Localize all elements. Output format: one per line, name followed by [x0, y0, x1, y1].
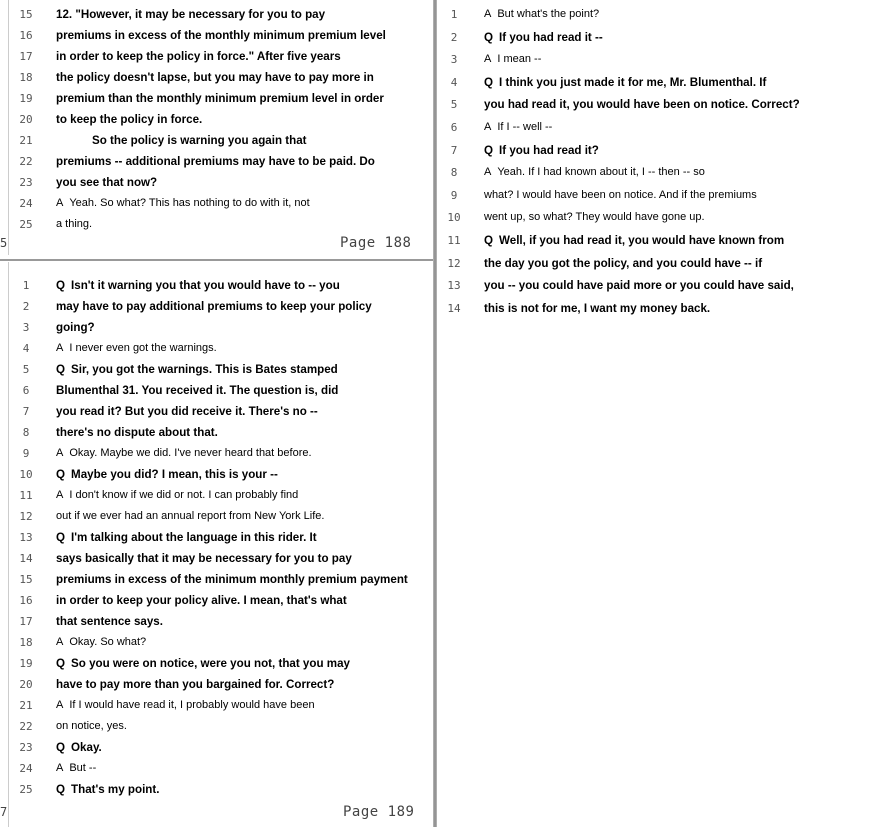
line-number: 23 — [19, 741, 33, 754]
transcript-line — [440, 230, 878, 251]
line-content: Yeah. If I had known about it, I -- then -- so — [497, 166, 705, 179]
transcript-line — [0, 4, 433, 25]
line-content: that sentence says. — [56, 615, 163, 628]
line-number: 22 — [19, 155, 33, 168]
line-number: 4 — [450, 75, 458, 89]
line-text — [56, 443, 312, 464]
transcript-line — [0, 653, 433, 674]
line-text — [56, 779, 159, 800]
line-number: 8 — [22, 426, 30, 439]
transcript-line — [0, 569, 433, 590]
transcript-line — [0, 716, 433, 737]
transcript-line — [0, 193, 433, 214]
line-content: says basically that it may be necessary for you to pay — [56, 552, 352, 565]
transcript-line — [440, 140, 878, 161]
speaker-label: Q — [56, 363, 66, 376]
line-number: 13 — [447, 279, 461, 293]
speaker-label: A — [56, 447, 64, 459]
transcript-line — [0, 172, 433, 193]
line-number: 3 — [22, 321, 30, 334]
transcript-line — [440, 162, 878, 183]
line-text — [484, 253, 762, 274]
line-number: 10 — [447, 211, 461, 225]
line-content: Maybe you did? I mean, this is your -- — [71, 468, 278, 481]
line-content: Okay. — [71, 741, 102, 754]
page-edge-mark: 5 — [0, 236, 8, 250]
speaker-label: Q — [484, 143, 494, 157]
page-divider — [0, 259, 433, 261]
line-number: 24 — [19, 762, 33, 775]
transcript-line — [0, 25, 433, 46]
transcript-line — [0, 737, 433, 758]
transcript-line — [0, 611, 433, 632]
transcript-line — [0, 422, 433, 443]
line-number: 15 — [19, 573, 33, 586]
line-number: 2 — [450, 30, 458, 44]
line-content: went up, so what? They would have gone up. — [484, 211, 705, 224]
line-text — [56, 548, 352, 569]
transcript-line — [440, 94, 878, 115]
transcript-line — [440, 207, 878, 228]
line-content: If you had read it? — [499, 143, 599, 157]
line-text — [56, 653, 350, 674]
transcript-line — [440, 185, 878, 206]
line-text — [484, 94, 800, 115]
line-content: the day you got the policy, and you could have -- if — [484, 256, 763, 270]
line-number: 12 — [19, 510, 33, 523]
line-text — [56, 422, 218, 443]
transcript-page-189 — [0, 275, 433, 800]
line-number: 18 — [19, 71, 33, 84]
speaker-label: Q — [56, 783, 66, 796]
line-text — [56, 485, 298, 506]
transcript-line — [0, 695, 433, 716]
line-text — [56, 46, 341, 67]
line-number: 13 — [19, 531, 33, 544]
line-number: 4 — [22, 342, 30, 355]
speaker-label: Q — [484, 234, 494, 247]
speaker-label: A — [56, 489, 64, 501]
line-text — [484, 117, 552, 138]
line-number: 21 — [19, 134, 33, 147]
line-text — [56, 464, 278, 485]
transcript-line — [0, 359, 433, 380]
transcript-line — [0, 464, 433, 485]
line-number: 9 — [450, 188, 458, 202]
transcript-line — [0, 527, 433, 548]
line-number: 5 — [450, 98, 458, 112]
line-text — [56, 758, 96, 779]
line-text — [56, 674, 334, 695]
line-number: 24 — [19, 197, 33, 210]
transcript-line — [0, 443, 433, 464]
line-content: out if we ever had an annual report from New York Life. — [56, 510, 325, 522]
line-number: 19 — [19, 92, 33, 105]
line-content: going? — [56, 321, 95, 334]
speaker-label: A — [484, 121, 492, 133]
line-number: 3 — [450, 53, 458, 67]
transcript-line — [0, 317, 433, 338]
transcript-line — [0, 67, 433, 88]
transcript-line — [0, 485, 433, 506]
speaker-label: A — [484, 8, 492, 20]
line-content: Well, if you had read it, you would have known from — [499, 234, 785, 247]
line-text — [56, 296, 372, 317]
line-content: have to pay more than you bargained for. Correct? — [56, 678, 335, 691]
line-content: a thing. — [56, 218, 93, 230]
line-text — [56, 151, 375, 172]
line-text — [56, 527, 317, 548]
transcript-line — [440, 72, 878, 93]
speaker-label: A — [56, 197, 64, 209]
line-number: 8 — [450, 166, 458, 180]
line-content: to keep the policy in force. — [56, 113, 203, 126]
line-text — [56, 67, 374, 88]
line-text — [56, 109, 202, 130]
transcript-line — [440, 4, 878, 25]
line-content: premiums -- additional premiums may have to be paid. Do — [56, 155, 375, 168]
line-text — [484, 49, 541, 70]
line-content: in order to keep the policy in force." After five years — [56, 50, 341, 63]
transcript-line — [0, 46, 433, 67]
line-content: I don't know if we did or not. I can probably find — [69, 489, 299, 501]
line-number: 11 — [447, 234, 461, 247]
column-divider — [433, 0, 437, 827]
line-number: 22 — [19, 720, 33, 733]
line-text — [484, 162, 705, 183]
transcript-page-190 — [440, 4, 878, 315]
transcript-line — [0, 590, 433, 611]
transcript-line — [0, 88, 433, 109]
line-content: there's no dispute about that. — [56, 426, 218, 439]
line-content: the policy doesn't lapse, but you may have to pay more in — [56, 71, 374, 84]
line-text — [56, 338, 217, 359]
line-number: 20 — [19, 678, 33, 691]
speaker-label: A — [56, 762, 64, 774]
transcript-line — [0, 275, 433, 296]
transcript-line — [0, 380, 433, 401]
line-text — [484, 298, 710, 319]
line-content: Blumenthal 31. You received it. The question is, did — [56, 384, 339, 397]
transcript-line — [0, 214, 433, 235]
line-content: on notice, yes. — [56, 720, 127, 732]
line-content: I'm talking about the language in this rider. It — [71, 531, 317, 544]
transcript-line — [0, 506, 433, 527]
line-text — [484, 4, 599, 25]
line-number: 7 — [450, 143, 458, 157]
line-content: If you had read it -- — [499, 30, 603, 44]
line-content: I never even got the warnings. — [69, 342, 217, 354]
speaker-label: Q — [56, 531, 66, 544]
speaker-label: Q — [484, 75, 494, 89]
line-text — [56, 569, 408, 590]
line-content: I think you just made it for me, Mr. Blumenthal. If — [499, 75, 767, 89]
line-number: 15 — [19, 8, 33, 21]
line-text — [56, 275, 340, 296]
transcript-line — [0, 401, 433, 422]
transcript-line — [440, 27, 878, 48]
line-content: you read it? But you did receive it. There's no -- — [56, 405, 318, 418]
line-number: 9 — [22, 447, 30, 460]
line-number: 14 — [19, 552, 33, 565]
line-text — [56, 695, 315, 716]
line-number: 7 — [22, 405, 30, 418]
line-number: 11 — [19, 489, 33, 502]
line-text — [56, 88, 384, 109]
speaker-label: A — [56, 342, 64, 354]
speaker-label: A — [484, 166, 492, 179]
line-content: If I -- well -- — [497, 121, 553, 133]
transcript-line — [440, 49, 878, 70]
line-text — [56, 359, 338, 380]
line-text — [92, 130, 307, 151]
transcript-line — [0, 338, 433, 359]
line-number: 14 — [447, 301, 461, 315]
line-text — [56, 632, 146, 653]
transcript-line — [0, 632, 433, 653]
line-number: 1 — [22, 279, 30, 292]
line-content: premiums in excess of the minimum monthly premium payment — [56, 573, 408, 586]
speaker-label: Q — [56, 279, 66, 292]
line-content: this is not for me, I want my money back. — [484, 301, 711, 315]
line-text — [484, 207, 705, 228]
line-text — [56, 4, 325, 25]
line-content: But -- — [69, 762, 97, 774]
line-content: Okay. Maybe we did. I've never heard that before. — [69, 447, 312, 459]
speaker-label: A — [56, 636, 64, 648]
line-text — [56, 214, 92, 235]
line-number: 2 — [22, 300, 30, 313]
speaker-label: A — [56, 699, 64, 711]
transcript-line — [0, 109, 433, 130]
line-text — [56, 380, 338, 401]
line-content: Isn't it warning you that you would have to -- you — [71, 279, 340, 292]
page-number-label: Page 188 — [340, 235, 412, 251]
line-number: 1 — [450, 8, 458, 21]
line-text — [484, 230, 784, 251]
line-content: Sir, you got the warnings. This is Bates stamped — [71, 363, 338, 376]
line-text — [484, 72, 766, 93]
speaker-label: A — [484, 53, 492, 66]
line-content: you -- you could have paid more or you could have said, — [484, 279, 794, 293]
line-text — [56, 611, 163, 632]
transcript-line — [0, 758, 433, 779]
speaker-label: Q — [56, 741, 66, 754]
speaker-label: Q — [484, 30, 494, 44]
line-content: premium than the monthly minimum premium level in order — [56, 92, 384, 105]
line-text — [56, 172, 157, 193]
line-number: 25 — [19, 783, 33, 796]
line-number: 6 — [22, 384, 30, 397]
speaker-label: Q — [56, 657, 66, 670]
line-number: 17 — [19, 50, 33, 63]
line-number: 20 — [19, 113, 33, 126]
transcript-line — [440, 117, 878, 138]
line-number: 10 — [19, 468, 33, 481]
transcript-line — [0, 130, 433, 151]
line-text — [484, 27, 603, 48]
line-number: 6 — [450, 121, 458, 134]
line-content: Yeah. So what? This has nothing to do with it, not — [69, 197, 310, 209]
transcript-line — [0, 548, 433, 569]
transcript-line — [0, 779, 433, 800]
line-number: 19 — [19, 657, 33, 670]
line-text — [56, 25, 386, 46]
line-text — [484, 275, 794, 296]
line-number: 5 — [22, 363, 30, 376]
transcript-line — [440, 298, 878, 319]
line-number: 18 — [19, 636, 33, 649]
line-content: So you were on notice, were you not, that you may — [71, 657, 350, 670]
line-content: If I would have read it, I probably would have been — [69, 699, 315, 711]
line-number: 16 — [19, 29, 33, 42]
line-number: 16 — [19, 594, 33, 607]
transcript-line — [0, 296, 433, 317]
line-content: So the policy is warning you again that — [92, 134, 307, 147]
line-number: 23 — [19, 176, 33, 189]
line-text — [56, 590, 347, 611]
line-content: But what's the point? — [497, 8, 600, 20]
page-edge-mark: 7 — [0, 805, 8, 819]
line-text — [484, 140, 599, 161]
line-content: in order to keep your policy alive. I mean, that's what — [56, 594, 347, 607]
transcript-line — [440, 275, 878, 296]
line-text — [56, 506, 324, 527]
line-number: 17 — [19, 615, 33, 628]
line-text — [56, 401, 318, 422]
line-text — [56, 193, 310, 214]
speaker-label: Q — [56, 468, 66, 481]
transcript-line — [0, 674, 433, 695]
line-text — [56, 716, 127, 737]
page-number-label: Page 189 — [343, 804, 415, 820]
line-content: what? I would have been on notice. And if the premiums — [484, 188, 757, 201]
line-content: premiums in excess of the monthly minimum premium level — [56, 29, 386, 42]
line-content: Okay. So what? — [69, 636, 147, 648]
line-number: 12 — [447, 256, 461, 270]
line-content: That's my point. — [71, 783, 160, 796]
line-number: 21 — [19, 699, 33, 712]
line-number: 25 — [19, 218, 33, 231]
transcript-line — [0, 151, 433, 172]
line-text — [484, 185, 757, 206]
line-text — [56, 737, 102, 758]
transcript-line — [440, 253, 878, 274]
line-text — [56, 317, 95, 338]
transcript-page-188 — [0, 4, 433, 234]
line-content: I mean -- — [497, 53, 542, 66]
line-content: may have to pay additional premiums to keep your policy — [56, 300, 372, 313]
line-content: you had read it, you would have been on notice. Correct? — [484, 98, 800, 112]
line-content: you see that now? — [56, 176, 158, 189]
line-content: 12. "However, it may be necessary for you to pay — [56, 8, 326, 21]
